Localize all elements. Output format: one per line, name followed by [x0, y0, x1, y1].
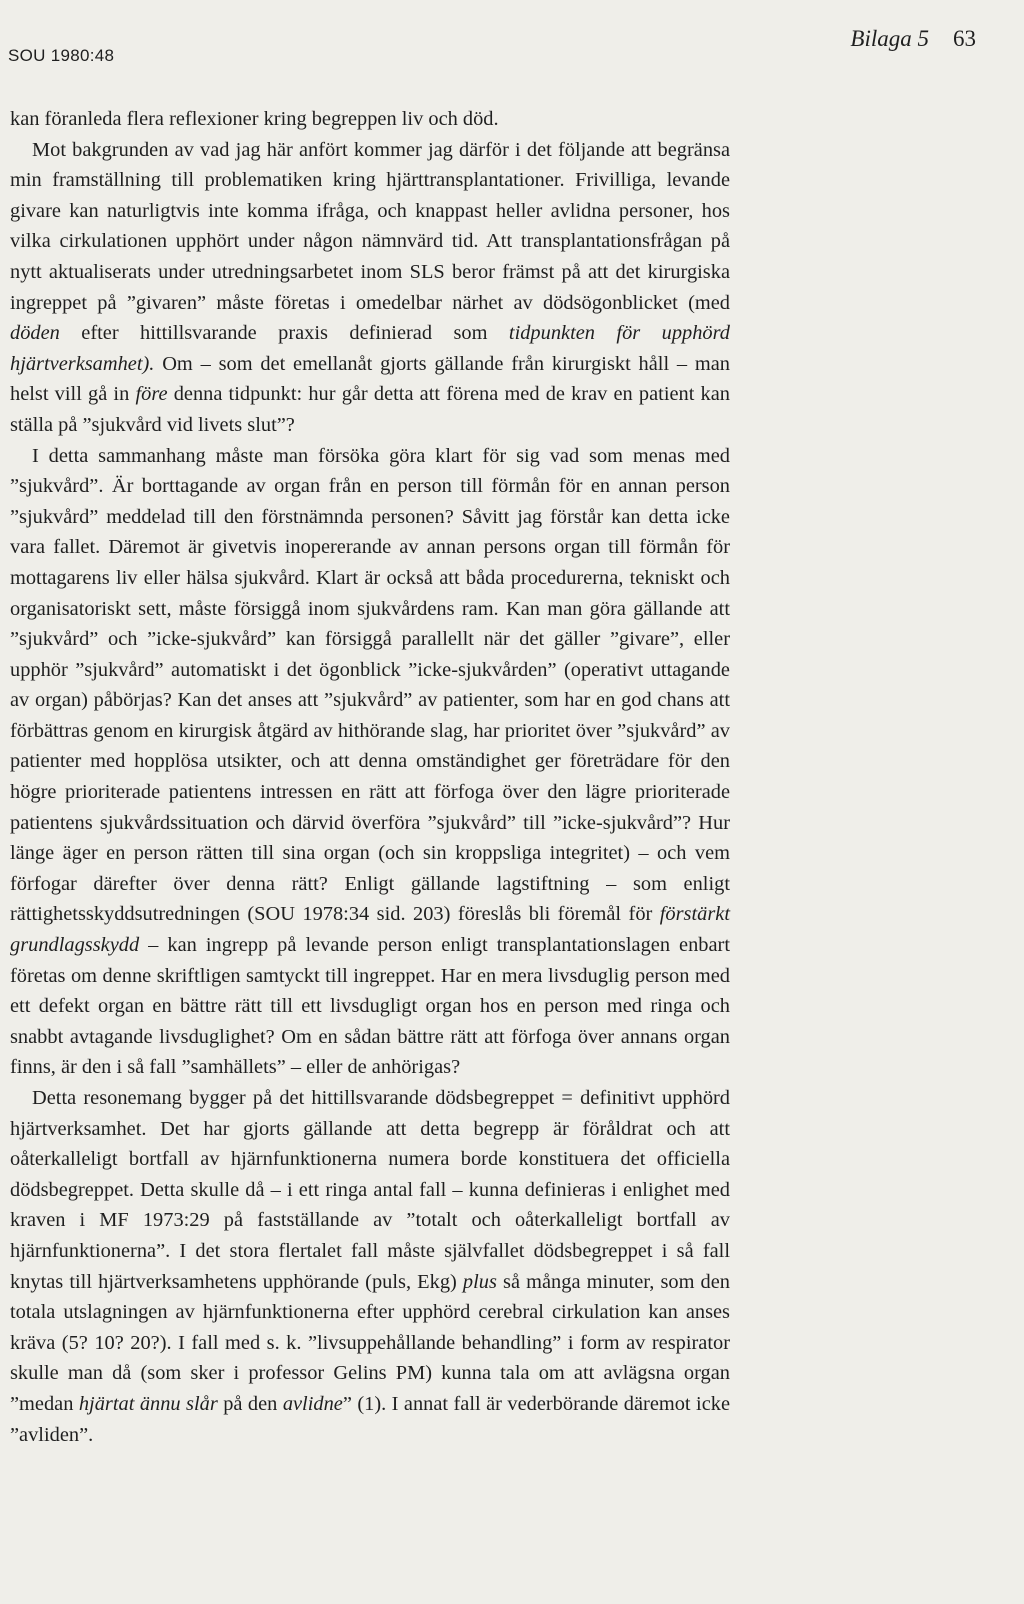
text-segment: efter hittillsvarande praxis definierad som — [59, 322, 509, 345]
report-reference: SOU 1980:48 — [8, 46, 115, 65]
paragraph — [10, 104, 730, 135]
paragraph — [10, 135, 730, 441]
page-header — [8, 26, 976, 66]
paragraph — [10, 441, 730, 1083]
emphasized-text: plus — [462, 1270, 497, 1293]
text-segment: ” (1). I annat fall är vederbörande däremot icke ”avliden”. — [10, 1392, 731, 1446]
emphasized-text: hjärtat ännu slår — [78, 1392, 218, 1415]
page-number: 63 — [953, 26, 976, 51]
text-segment: Detta resonemang bygger på det hittillsvarande dödsbegreppet = definitivt upphörd hjärtverksamhet. Det har gjorts gällande att detta begrepp är föråldrat och att oåterkalleligt bortfall av hjärnfunktionerna numera borde konstituera det officiella dödsbegreppet. Detta skulle då – i ett ringa antal fall – kunna definieras i enlighet med kraven i MF 1973:29 på fastställande av ”totalt och oåterkalleligt bortfall av hjärnfunktionerna”. I det stora flertalet fall måste självfallet dödsbegreppet i så fall knytas till hjärtverksamhetens upphörande (puls, Ekg) — [10, 1087, 730, 1293]
text-segment: Om – som det emellanåt gjorts gällande från kirurgiskt håll – man helst vill gå in — [10, 352, 730, 406]
text-segment: denna tidpunkt: hur går detta att förena med de krav en patient kan ställa på ”sjukvård vid livets slut”? — [10, 383, 730, 436]
emphasized-text: före — [135, 383, 168, 406]
body-text — [10, 104, 730, 1450]
emphasized-text: döden — [10, 322, 60, 345]
emphasized-text: tidpunkten för upphörd hjärtverksamhet). — [10, 322, 730, 375]
section-and-page — [850, 26, 976, 52]
paragraph — [10, 1083, 730, 1450]
text-segment: kan föranleda flera reflexioner kring begreppen liv och död. — [10, 108, 499, 130]
text-segment: så många minuter, som den totala utslagningen av hjärnfunktionerna efter upphörd cerebral cirkulation kan anses kräva (5? 10? 20?). I fall med s. k. ”livsuppehållande behandling” i form av respirator skulle man då (som sker i professor Gelins PM) kunna tala om att avlägsna organ ”medan — [10, 1270, 730, 1415]
emphasized-text: avlidne — [282, 1392, 343, 1415]
text-segment: Mot bakgrunden av vad jag här anfört kommer jag därför i det följande att begränsa min framställning till problematiken kring hjärttransplantationer. Frivilliga, levande givare kan naturligtvis inte komma ifråga, och knappast heller avlidna personer, hos vilka cirkulationen upphört under någon nämnvärd tid. Att transplantationsfrågan på nytt aktualiserats under utredningsarbetet inom SLS beror främst på att det kirurgiska ingreppet på ”givaren” måste företas i omedelbar närhet av dödsögonblicket (med — [10, 138, 730, 314]
text-segment: på den — [217, 1392, 283, 1415]
emphasized-text: förstärkt grundlagsskydd — [10, 903, 730, 957]
section-label: Bilaga 5 — [850, 26, 929, 51]
text-segment: I detta sammanhang måste man försöka göra klart för sig vad som menas med ”sjukvård”. Är borttagande av organ från en person till förmån för en annan person ”sjukvård” meddelad till den förstnämnda personen? Såvitt jag förstår kan detta icke vara fallet. Däremot är givetvis inopererande av annan persons organ till förmån för mottagarens liv eller hälsa sjukvård. Klart är också att båda procedurerna, tekniskt och organisatoriskt sett, måste försiggå inom sjukvårdens ram. Kan man göra gällande att ”sjukvård” och ”icke-sjukvård” kan försiggå parallellt när det gäller ”givare”, eller upphör ”sjukvård” automatiskt i det ögonblick ”icke-sjukvården” (operativt uttagande av organ) påbörjas? Kan det anses att ”sjukvård” av patienter, som har en god chans att förbättras genom en kirurgisk åtgärd av hithörande slag, har prioritet över ”sjukvård” av patienter med hopplösa utsikter, och att denna omständighet ger företrädare för den högre prioriterade patientens intressen en rätt att förfoga över den lägre prioriterade patientens sjukvårdssituation och därvid överföra ”sjukvård” till ”icke-sjukvård”? Hur länge äger en person rätten till sina organ (och sin kroppsliga integritet) – och vem förfogar därefter över denna rätt? Enligt gällande lagstiftning – som enligt rättighetsskyddsutredningen (SOU 1978:34 sid. 203) föreslås bli föremål för — [10, 444, 730, 926]
text-segment: – kan ingrepp på levande person enligt transplantationslagen enbart företas om denne skriftligen samtyckt till ingreppet. Har en mera livsduglig person med ett defekt organ en bättre rätt till ett livsdugligt organ hos en person med ringa och snabbt avtagande livsduglighet? Om en sådan bättre rätt att förfoga över annans organ finns, är den i så fall ”samhällets” – eller de anhörigas? — [10, 934, 730, 1079]
